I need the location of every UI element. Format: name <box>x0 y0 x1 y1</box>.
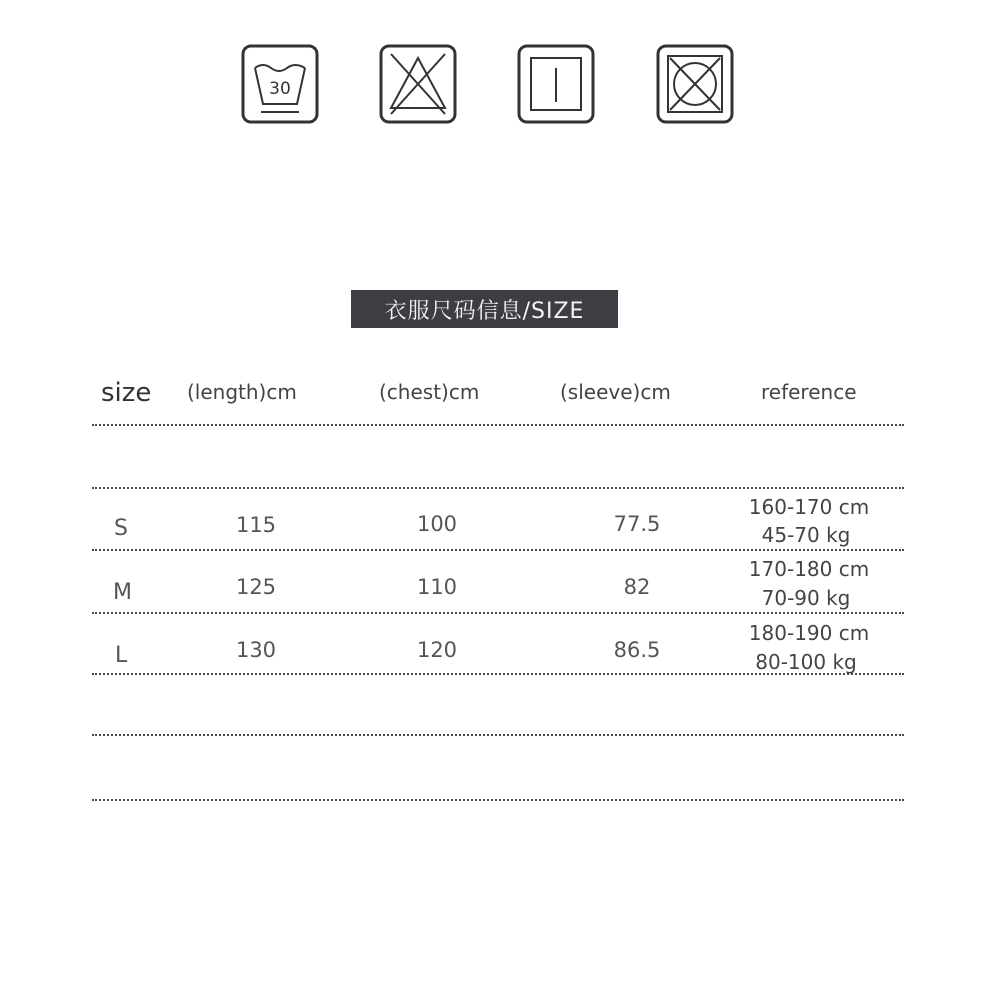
size-info-banner: 衣服尺码信息/SIZE <box>351 290 618 328</box>
row-size: S <box>114 516 128 541</box>
row-chest: 100 <box>416 512 458 536</box>
wash-temperature: 30 <box>269 79 291 99</box>
divider <box>92 424 904 426</box>
row-size: L <box>115 643 128 668</box>
row-reference-height: 170-180 cm <box>748 557 870 581</box>
header-reference: reference <box>761 380 857 404</box>
row-sleeve: 77.5 <box>613 512 661 536</box>
row-reference-height: 160-170 cm <box>748 495 870 519</box>
divider <box>92 549 904 551</box>
divider <box>92 612 904 614</box>
wash-30-icon <box>241 44 319 124</box>
divider <box>92 487 904 489</box>
header-length: (length)cm <box>187 380 297 404</box>
do-not-bleach-icon <box>379 44 457 124</box>
header-sleeve: (sleeve)cm <box>560 380 671 404</box>
row-chest: 110 <box>416 575 458 599</box>
row-reference-weight: 70-90 kg <box>761 586 851 610</box>
row-reference-weight: 45-70 kg <box>761 523 851 547</box>
row-reference-weight: 80-100 kg <box>755 650 857 674</box>
divider <box>92 799 904 801</box>
row-sleeve: 86.5 <box>613 638 661 662</box>
line-dry-icon <box>517 44 595 124</box>
divider <box>92 734 904 736</box>
row-reference-height: 180-190 cm <box>748 621 870 645</box>
header-chest: (chest)cm <box>379 380 480 404</box>
row-size: M <box>113 580 132 605</box>
row-sleeve: 82 <box>623 575 651 599</box>
row-length: 125 <box>235 575 277 599</box>
do-not-tumble-dry-icon <box>656 44 734 124</box>
row-length: 130 <box>235 638 277 662</box>
row-chest: 120 <box>416 638 458 662</box>
header-size: size <box>101 378 152 408</box>
row-length: 115 <box>235 513 277 537</box>
